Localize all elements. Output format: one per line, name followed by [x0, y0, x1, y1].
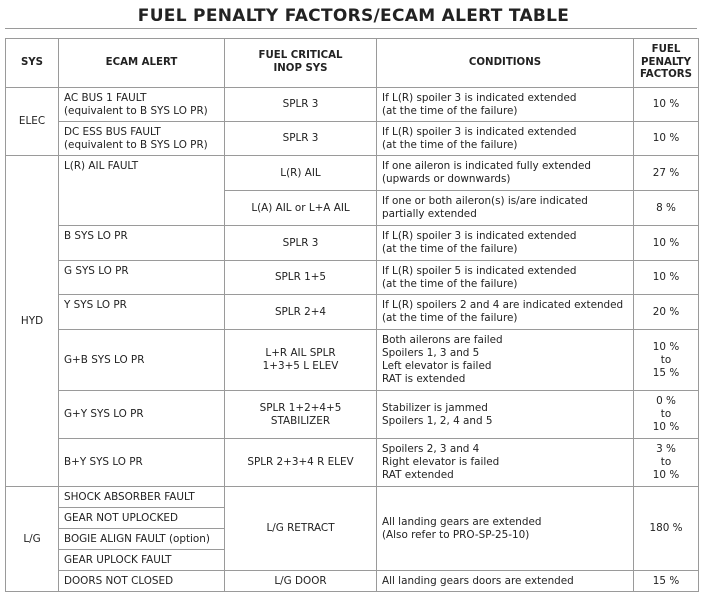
condition-line: If L(R) spoiler 5 is indicated extended — [382, 264, 577, 277]
inop-sys-cell: SPLR 3 — [225, 88, 377, 122]
header-inop-line: FUEL CRITICAL — [258, 50, 343, 62]
ecam-alert-cell: G+Y SYS LO PR — [59, 391, 225, 439]
inop-sys-cell: SPLR 2+4 — [225, 295, 377, 330]
ecam-alert-line: DC ESS BUS FAULT — [64, 125, 161, 138]
group-hyd: HYD — [6, 156, 59, 487]
ecam-alert-cell: B SYS LO PR — [59, 226, 225, 261]
ecam-alert-cell: SHOCK ABSORBER FAULT — [59, 487, 225, 508]
penalty-factor-cell — [634, 330, 699, 391]
condition-line: If L(R) spoiler 3 is indicated extended — [382, 125, 577, 138]
conditions-cell — [377, 88, 634, 122]
inop-sys-line: 1+3+5 L ELEV — [262, 360, 339, 372]
condition-line: (Also refer to PRO-SP-25-10) — [382, 528, 530, 541]
table-row — [6, 226, 699, 261]
group-elec: ELEC — [6, 88, 59, 156]
inop-sys-line: L+R AIL SPLR — [265, 347, 336, 359]
ecam-alert-line: (equivalent to B SYS LO PR) — [64, 104, 208, 117]
ecam-alert-cell: G SYS LO PR — [59, 261, 225, 295]
table-row — [6, 391, 699, 439]
conditions-cell — [377, 330, 634, 391]
group-lg: L/G — [6, 487, 59, 592]
penalty-factor-line: 10 % — [652, 421, 680, 433]
header-factor-line: PENALTY — [641, 56, 691, 68]
inop-sys-cell: SPLR 3 — [225, 226, 377, 261]
penalty-factor-line: 10 % — [652, 340, 680, 353]
header-inop-line: INOP SYS — [273, 63, 328, 74]
inop-sys-cell: SPLR 2+3+4 R ELEV — [225, 439, 377, 487]
header-ecam-alert: ECAM ALERT — [59, 39, 225, 88]
header-conditions: CONDITIONS — [377, 39, 634, 88]
table-row — [6, 88, 699, 122]
condition-line: Spoilers 2, 3 and 4 — [382, 443, 480, 455]
page-title: FUEL PENALTY FACTORS/ECAM ALERT TABLE — [137, 6, 570, 26]
penalty-factor-cell: 10 % — [634, 261, 699, 295]
condition-line: RAT is extended — [382, 373, 466, 385]
condition-line: Both ailerons are failed — [382, 334, 503, 346]
condition-line: (at the time of the failure) — [382, 138, 518, 151]
ecam-alert-cell: BOGIE ALIGN FAULT (option) — [59, 529, 225, 550]
condition-line: Stabilizer is jammed — [382, 401, 488, 414]
conditions-cell — [377, 261, 634, 295]
inop-sys-cell — [225, 330, 377, 391]
table-row — [6, 439, 699, 487]
table-row — [6, 122, 699, 156]
ecam-alert-cell: G+B SYS LO PR — [59, 330, 225, 391]
inop-sys-line: STABILIZER — [270, 414, 331, 427]
penalty-factor-line: 15 % — [652, 366, 680, 379]
penalty-factor-cell: 27 % — [634, 156, 699, 191]
penalty-factor-cell: 10 % — [634, 226, 699, 261]
inop-sys-line: SPLR 1+2+4+5 — [259, 401, 342, 414]
table-row — [6, 487, 699, 508]
condition-line: If one aileron is indicated fully extended — [382, 160, 591, 172]
penalty-factor-cell: 8 % — [634, 191, 699, 226]
conditions-cell — [377, 391, 634, 439]
condition-line: If L(R) spoilers 2 and 4 are indicated extended — [382, 299, 624, 311]
table-row — [6, 571, 699, 592]
condition-line: Left elevator is failed — [382, 360, 492, 372]
condition-line: (at the time of the failure) — [382, 104, 518, 117]
ecam-alert-cell: GEAR UPLOCK FAULT — [59, 550, 225, 571]
ecam-alert-cell: L(R) AIL FAULT — [59, 156, 225, 226]
inop-sys-cell: SPLR 1+5 — [225, 261, 377, 295]
penalty-factor-cell: 15 % — [634, 571, 699, 592]
table-row — [6, 295, 699, 330]
condition-line: (upwards or downwards) — [382, 173, 511, 185]
inop-sys-cell: SPLR 3 — [225, 122, 377, 156]
ecam-alert-cell — [59, 122, 225, 156]
inop-sys-cell: L(A) AIL or L+A AIL — [225, 191, 377, 226]
inop-sys-cell — [225, 391, 377, 439]
condition-line: If one or both aileron(s) is/are indicated — [382, 195, 588, 207]
penalty-factor-line: 0 % — [656, 395, 676, 407]
conditions-cell — [377, 191, 634, 226]
condition-line: (at the time of the failure) — [382, 312, 518, 324]
conditions-cell — [377, 226, 634, 261]
conditions-cell — [377, 122, 634, 156]
penalty-factor-cell: 10 % — [634, 88, 699, 122]
penalty-factor-cell — [634, 391, 699, 439]
penalty-factor-line: to — [660, 353, 672, 366]
penalty-factor-cell — [634, 439, 699, 487]
ecam-alert-line: AC BUS 1 FAULT — [64, 91, 147, 104]
ecam-alert-cell: Y SYS LO PR — [59, 295, 225, 330]
penalty-factor-cell: 20 % — [634, 295, 699, 330]
ecam-alert-cell: DOORS NOT CLOSED — [59, 571, 225, 592]
header-penalty-factors — [634, 39, 699, 88]
conditions-cell — [377, 156, 634, 191]
penalty-factor-cell: 180 % — [634, 487, 699, 571]
penalty-factor-line: to — [660, 456, 672, 468]
ecam-alert-cell — [59, 88, 225, 122]
condition-line: Spoilers 1, 3 and 5 — [382, 347, 480, 359]
penalty-factor-cell: 10 % — [634, 122, 699, 156]
ecam-alert-cell: GEAR NOT UPLOCKED — [59, 508, 225, 529]
condition-line: If L(R) spoiler 3 is indicated extended — [382, 230, 577, 242]
penalty-factor-line: 10 % — [652, 469, 680, 481]
inop-sys-cell: L/G DOOR — [225, 571, 377, 592]
table-row — [6, 156, 699, 191]
penalty-factor-line: 3 % — [656, 443, 676, 455]
condition-line: Right elevator is failed — [382, 456, 500, 468]
header-inop-sys — [225, 39, 377, 88]
conditions-cell — [377, 487, 634, 571]
fuel-penalty-table — [5, 38, 699, 592]
header-factor-line: FUEL — [651, 43, 681, 55]
table-row — [6, 261, 699, 295]
ecam-alert-cell: B+Y SYS LO PR — [59, 439, 225, 487]
condition-line: All landing gears are extended — [382, 515, 542, 528]
inop-sys-cell: L/G RETRACT — [225, 487, 377, 571]
table-row — [6, 330, 699, 391]
title-divider — [5, 28, 697, 29]
condition-line: (at the time of the failure) — [382, 243, 518, 255]
inop-sys-cell: L(R) AIL — [225, 156, 377, 191]
header-factor-line: FACTORS — [640, 69, 692, 81]
condition-line: (at the time of the failure) — [382, 277, 518, 290]
condition-line: RAT extended — [382, 469, 454, 481]
conditions-cell — [377, 439, 634, 487]
header-row — [6, 39, 699, 88]
ecam-alert-line: (equivalent to B SYS LO PR) — [64, 138, 208, 151]
penalty-factor-line: to — [660, 408, 672, 420]
condition-line: Spoilers 1, 2, 4 and 5 — [382, 414, 493, 427]
condition-line: If L(R) spoiler 3 is indicated extended — [382, 91, 577, 104]
conditions-cell — [377, 295, 634, 330]
condition-line: partially extended — [382, 208, 477, 220]
header-sys: SYS — [6, 39, 59, 88]
conditions-cell: All landing gears doors are extended — [377, 571, 634, 592]
